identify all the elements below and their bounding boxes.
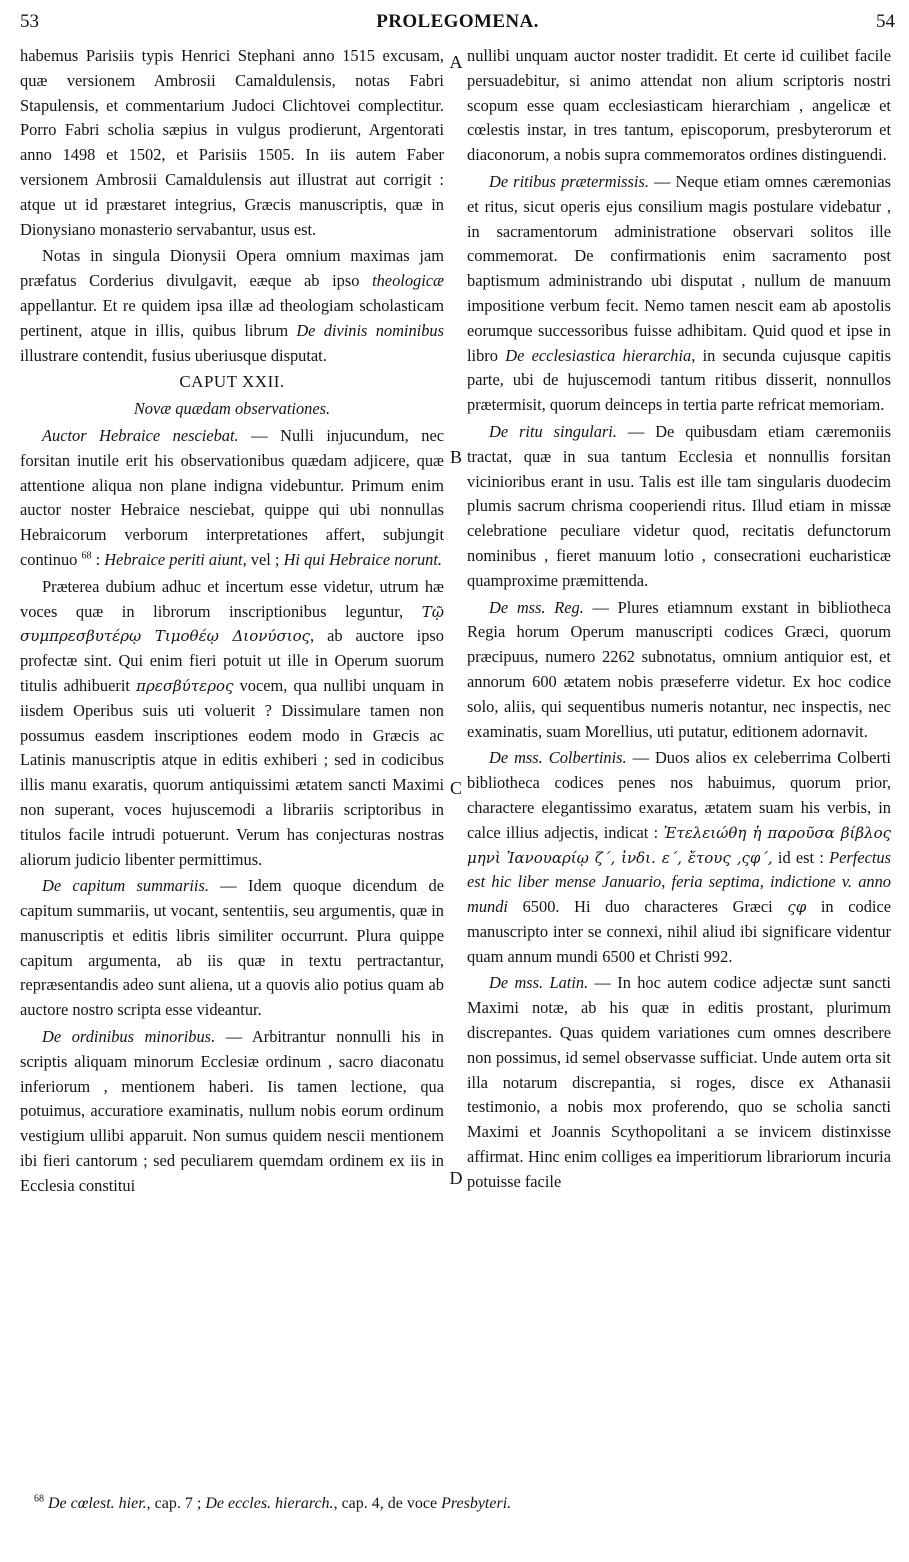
right-column bbox=[467, 44, 891, 1195]
paragraph: habemus Parisiis typis Henrici Stephani anno 1515 excusam, quæ versionem Ambrosii Camaldulensis, notas Fabri Stapulensis, et commentarium Judoci Clichtovei complectitur. Porro Fabri scholia sæpius in vulgus prodierunt, Argentorati anno 1498 et 1502, et Parisiis 1505. In iis autem Faber versionem Ambrosii Camaldulensis aut illustrat aut corrigit : atque ut id præstaret integrius, Græcis manuscriptis, quæ in Dionysiano monasterio servabantur, usus est. bbox=[20, 46, 444, 239]
margin-letter-b: B bbox=[449, 447, 462, 467]
side-heading: De ritu singulari. bbox=[489, 421, 617, 441]
side-heading: De capitum summariis. bbox=[42, 876, 209, 896]
left-column bbox=[20, 44, 444, 1199]
footnote-ref: 68 bbox=[81, 550, 92, 562]
greek-text: πρεσβύτερος bbox=[136, 676, 234, 695]
running-header bbox=[20, 10, 895, 34]
side-heading: De mss. Latin. bbox=[489, 973, 589, 993]
chapter-subtitle: Novæ quædam observationes. bbox=[133, 399, 331, 419]
side-heading: De mss. Colbertinis. bbox=[489, 748, 627, 768]
side-heading: De ritibus prætermissis. bbox=[489, 171, 649, 191]
page-number-left: 53 bbox=[20, 11, 39, 32]
paragraph: De mss. Latin. — In hoc autem codice adjectæ sunt sancti Maximi notæ, ab his quæ in editis prostant, plurimum discrepantes. Quas quidem variationes cum omnes describere non possimus, id semel observasse sufficiat. Unde autem orta sit illa notarum discrepantia, si roges, disce ex Athanasii testimonio, a nobis mox proferendo, quo se scholia sancti Maximi et Joannis Scythopolitani a se invicem distinxisse affirmat. Hinc enim colliges ea imperitiorum librariorum incuria potuisse facile bbox=[467, 973, 891, 1191]
footnote-number: 68 bbox=[34, 1493, 44, 1505]
footnote: $^{68}$ De cœlest. hier., cap. 7 ; De eccles. hierarch., cap. 4, de voce Presbyteri. bbox=[34, 1493, 512, 1512]
page-number-right: 54 bbox=[876, 11, 895, 32]
margin-letter-a: A bbox=[449, 52, 463, 72]
margin-letter-d: D bbox=[449, 1168, 463, 1188]
paragraph: De ordinibus minoribus. — Arbitrantur nonnulli his in scriptis aliquam minorum Ecclesiæ ordinum , sacro diaconatu inferiorum , mentionem haberi. Iis tamen lectione, qua potuimus, accuratiore examinatis, nullum nobis eorum ordinum vestigium ullibi apparuit. Non sumus quidem nescii mentionem ibi fieri cantorum ; sed peculiarem quemdam ordinem ex iis in Ecclesia constitui bbox=[20, 1027, 444, 1195]
greek-text: ςφ bbox=[787, 898, 807, 917]
paragraph: nullibi unquam auctor noster tradidit. Et certe id cuilibet facile persuadebitur, si animo attendat non alium scriptoris nostri scopum esse quam ecclesiasticam hierarchiam , angelicæ et cœlestis instar, in tres tantum, episcoporum, presbyterorum et diaconorum, a nobis supra commemoratos ordines distinguendi. bbox=[467, 46, 891, 165]
margin-letter-c: C bbox=[449, 778, 462, 798]
paragraph: De capitum summariis. — Idem quoque dicendum de capitum summariis, ut vocant, sententiis, seu argumentis, quæ in manuscriptis et editis libris similiter occurrunt. Plura quippe capitum argumenta, ab iis quæ in textu pertractantur, repræsentandis adeo sunt aliena, ut a quovis alio potius quam ab auctore nostro scripta esse videantur. bbox=[20, 876, 444, 1020]
paragraph: De mss. Colbertinis. — Duos alios ex celeberrima Colberti bibliotheca codices penes nos habuimus, quorum prior, charactere elegantissimo exaratus, ætatem suam his verbis, in calce illius adjectis, indicat : Ἐτελειώθη ἡ παροῦσα βίβλος μηνὶ Ἰανουαρίῳ ζ΄, ἰνδι. ε΄, ἔτους ‚ςφ΄, id est : Perfectus est hic liber mense Januario, feria septima, indictione v. anno mundi 6500. Hi duo characteres Græci ςφ in codice manuscripto inter se connexi, nihil aliud ibi significare videntur quam annum mundi 6500 et Christi 992. bbox=[467, 748, 892, 966]
paragraph: De ritu singulari. — De quibusdam etiam cæremoniis tractat, quæ in sua tantum Ecclesia et nonnullis forsitan vicinioribus erant in usu. Talis est ille tam singularis duodecim plumis sacrum chrisma cooperiendi ritus. Illud etiam in missæ celebratione peculiare videtur quod, recitatis defunctorum nominibus , fieret manuum lotio , consecrationi eucharisticæ quamproxime præmittenda. bbox=[467, 421, 891, 590]
paragraph: Præterea dubium adhuc et incertum esse videtur, utrum hæ voces quæ in librorum inscriptionibus leguntur, Τῷ συμπρεσβυτέρῳ Τιμοθέῳ Διονύσιος, ab auctore ipso profectæ sint. Qui enim fieri potuit ut ille in Operum suorum titulis adhibuerit πρεσβύτερος vocem, qua nullibi unquam in iisdem Operibus suis uti voluerit ? Dissimulare tamen non possumus easdem inscriptiones eodem modo in Græcis ac Latinis manuscriptis atque in editis exhiberi ; sed in codicibus illis manu exaratis, quorum antiquissimi ætatem sancti Maximi non superant, voces hujuscemodi a librariis scriptoribus in titulos facile intrudi potuerunt. Verum has conjecturas nostras aliorum judicio libenter permittimus. bbox=[20, 576, 444, 869]
paragraph: De ritibus prætermissis. — Neque etiam omnes cæremonias et ritus, sicut operis ejus consilium magis postulare videbatur , in sacramentorum administratione observari solitos ille commemorat. De confirmationis enim sacramento post baptismum administrando ubi disputat , nullum de manuum impositione verbum fecit. Nemo tamen nescit eam ab apostolis eorumque successoribus fuisse adhibitam. Quid quod et ipse in libro De ecclesiastica hierarchia, in secunda cujusque capitis parte, ubi de hujuscemodi tantum ritibus disserit, nonnullos prætermisit, quorum deinceps in tertia parte refricat memoriam. bbox=[467, 171, 891, 415]
running-title: PROLEGOMENA. bbox=[376, 11, 539, 32]
paragraph: Auctor Hebraice nesciebat. — Nulli injucundum, nec forsitan inutile erit his observationibus quædam adjicere, quæ attentione aliqua non plane indigna videbuntur. Primum enim auctor noster Hebraice nesciebat, quippe qui ubi nonnullas Hebraicorum verborum interpretationes affert, subjungit continuo $^{68}$ : Hebraice periti aiunt, vel ; Hi qui Hebraice norunt. bbox=[20, 425, 444, 569]
paragraph: Notas in singula Dionysii Opera omnium maximas jam præfatus Corderius divulgavit, eæque ab ipso theologicæ appellantur. Et re quidem ipsa illæ ad theologiam scholasticam pertinent, atque in illis, quibus librum De divinis nominibus illustrare contendit, fusius uberiusque disputat. bbox=[20, 246, 445, 365]
side-heading: De mss. Reg. bbox=[489, 597, 584, 617]
paragraph: De mss. Reg. — Plures etiamnum exstant in bibliotheca Regia horum Operum manuscripti codices Græci, quorum præcipuus, numero 2262 subnotatus, omnium antiquior est, et annorum 600 ætatem nobis præseferre videtur. Ex hoc codice solo, aliis, qui sequentibus numeris notantur, nec inspectis, nec examinatis, suam Morellius, uti putatur, editionem adornavit. bbox=[467, 597, 891, 741]
greek-text: Ἐτελειώθη ἡ παροῦσα βίβλος μηνὶ Ἰανουαρίῳ ζ΄, ἰνδι. ε΄, ἔτους ‚ςφ΄, bbox=[467, 823, 892, 867]
chapter-heading: CAPUT XXII. bbox=[179, 372, 285, 392]
side-heading: De ordinibus minoribus. bbox=[42, 1027, 216, 1047]
greek-text: Τῷ συμπρεσβυτέρῳ Τιμοθέῳ Διονύσιος bbox=[20, 602, 444, 646]
side-heading: Auctor Hebraice nesciebat. bbox=[42, 425, 239, 445]
